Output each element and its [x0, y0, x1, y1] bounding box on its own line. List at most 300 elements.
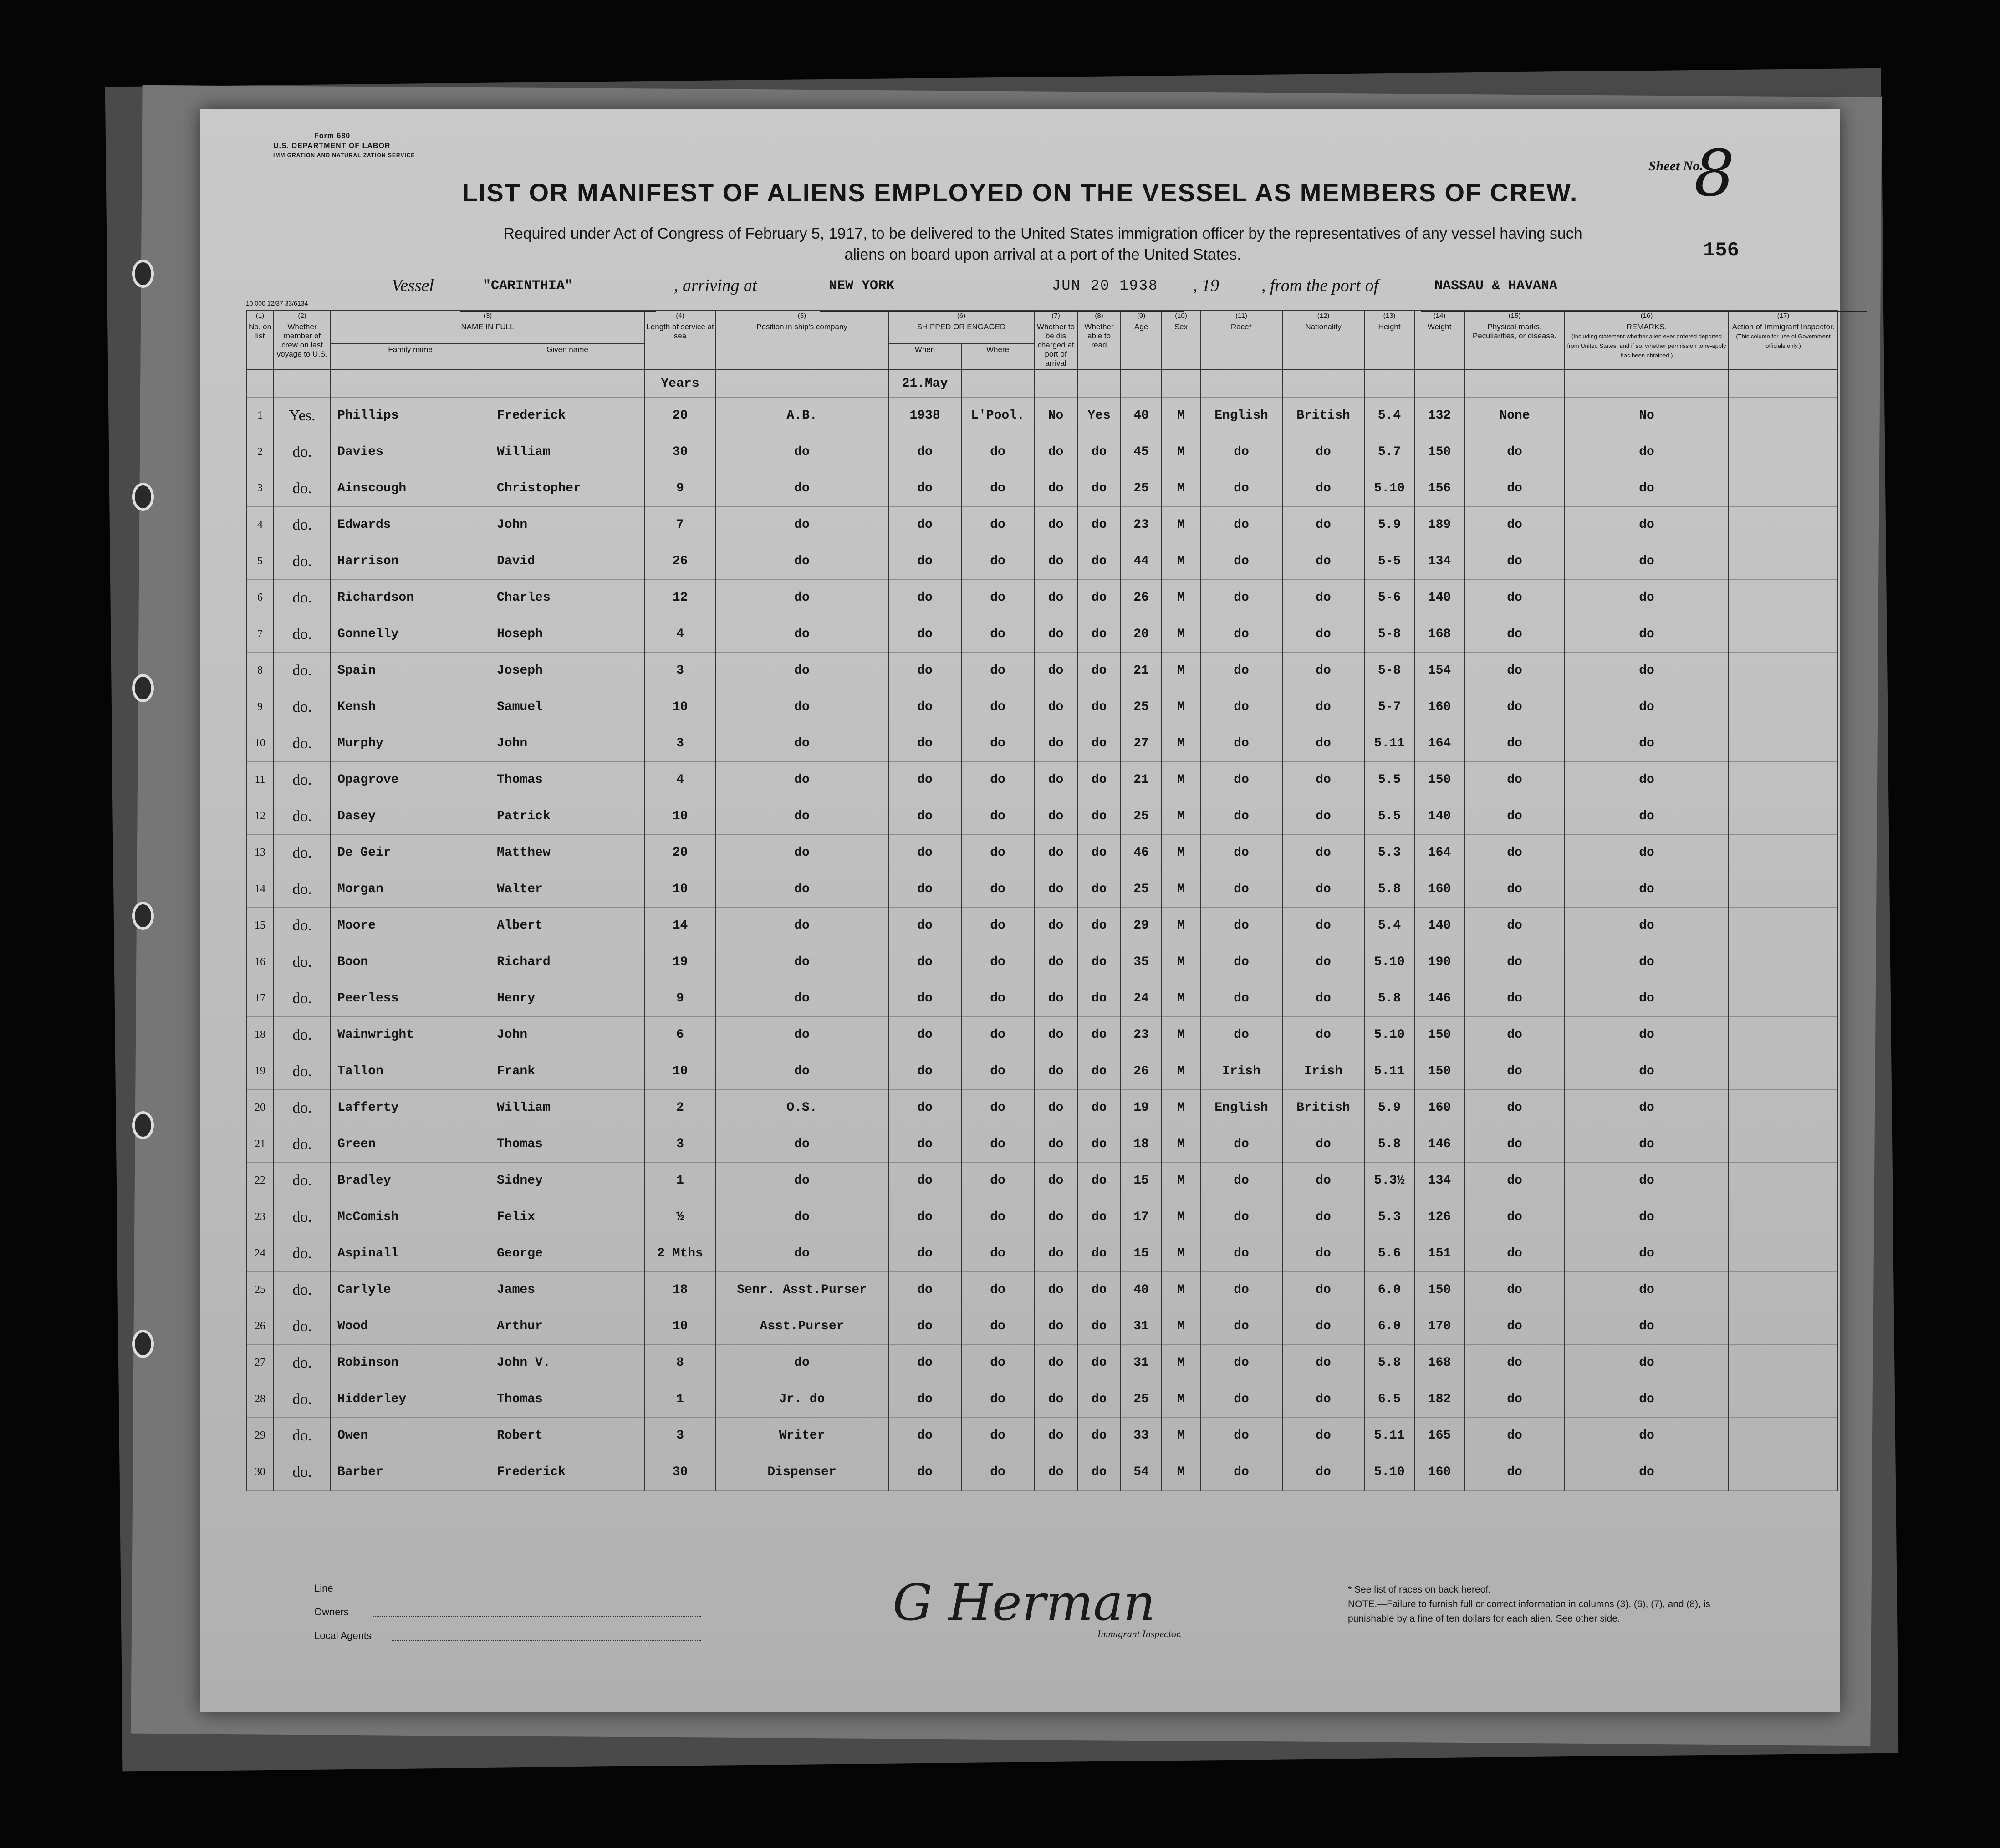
inspector-action-cell: [1729, 1090, 1838, 1126]
shipped-where-cell: do: [961, 908, 1034, 944]
position-cell: do: [715, 580, 888, 616]
position-cell: do: [715, 470, 888, 507]
given-name-cell: John: [490, 725, 645, 762]
weight-cell: 140: [1414, 580, 1464, 616]
shipped-when-cell: do: [888, 1454, 961, 1491]
height-cell: 5.9: [1364, 1090, 1414, 1126]
row-number-cell: 25: [246, 1272, 274, 1308]
weight-cell: 164: [1414, 725, 1464, 762]
table-row: [246, 1381, 1838, 1418]
nationality-cell: do: [1282, 1418, 1364, 1454]
discharged-cell: do: [1034, 1454, 1077, 1491]
race-cell: do: [1200, 980, 1282, 1017]
nationality-cell: do: [1282, 1272, 1364, 1308]
physical-marks-cell: do: [1464, 580, 1565, 616]
race-cell: do: [1200, 725, 1282, 762]
family-name-cell: Tallon: [331, 1053, 490, 1090]
position-cell: Writer: [715, 1418, 888, 1454]
col-header-weight: (14) Weight: [1414, 310, 1464, 369]
table-row: [246, 689, 1838, 725]
length-of-service-cell: 26: [645, 543, 715, 580]
shipped-where-cell: do: [961, 1272, 1034, 1308]
length-of-service-cell: 10: [645, 689, 715, 725]
shipped-month-label: 21.May: [888, 369, 961, 398]
race-cell: do: [1200, 944, 1282, 980]
race-cell: do: [1200, 507, 1282, 543]
age-cell: 24: [1121, 980, 1162, 1017]
years-label: Years: [645, 369, 715, 398]
able-to-read-cell: do: [1077, 725, 1121, 762]
sex-cell: M: [1162, 1272, 1200, 1308]
col-header-read: (8) Whether able to read: [1077, 310, 1121, 369]
position-cell: do: [715, 543, 888, 580]
inspector-action-cell: [1729, 1454, 1838, 1491]
race-cell: do: [1200, 1163, 1282, 1199]
position-cell: do: [715, 1235, 888, 1272]
age-cell: 25: [1121, 689, 1162, 725]
race-cell: do: [1200, 653, 1282, 689]
race-cell: do: [1200, 434, 1282, 470]
remarks-cell: do: [1565, 798, 1729, 835]
sex-cell: M: [1162, 1090, 1200, 1126]
given-name-cell: Felix: [490, 1199, 645, 1235]
physical-marks-cell: None: [1464, 398, 1565, 434]
crew-last-voyage-cell: do.: [274, 1272, 331, 1308]
weight-cell: 170: [1414, 1308, 1464, 1345]
discharged-cell: do: [1034, 1163, 1077, 1199]
discharged-cell: do: [1034, 1381, 1077, 1418]
row-number-cell: 10: [246, 725, 274, 762]
discharged-cell: do: [1034, 944, 1077, 980]
sex-cell: M: [1162, 1199, 1200, 1235]
discharged-cell: do: [1034, 1345, 1077, 1381]
weight-cell: 150: [1414, 434, 1464, 470]
able-to-read-cell: do: [1077, 1381, 1121, 1418]
height-cell: 5.3½: [1364, 1163, 1414, 1199]
crew-last-voyage-cell: do.: [274, 1381, 331, 1418]
age-cell: 17: [1121, 1199, 1162, 1235]
shipped-where-cell: do: [961, 1090, 1034, 1126]
age-cell: 19: [1121, 1090, 1162, 1126]
sex-cell: M: [1162, 835, 1200, 871]
row-number-cell: 6: [246, 580, 274, 616]
form-number: Form 680: [314, 132, 351, 140]
family-name-cell: Lafferty: [331, 1090, 490, 1126]
length-of-service-cell: 10: [645, 1308, 715, 1345]
remarks-cell: do: [1565, 434, 1729, 470]
table-row: [246, 398, 1838, 434]
weight-cell: 164: [1414, 835, 1464, 871]
height-cell: 6.0: [1364, 1272, 1414, 1308]
given-name-cell: Hoseph: [490, 616, 645, 653]
remarks-cell: do: [1565, 762, 1729, 798]
able-to-read-cell: do: [1077, 835, 1121, 871]
given-name-cell: Thomas: [490, 1381, 645, 1418]
height-cell: 5.3: [1364, 1199, 1414, 1235]
given-name-cell: Robert: [490, 1418, 645, 1454]
discharged-cell: do: [1034, 580, 1077, 616]
physical-marks-cell: do: [1464, 1308, 1565, 1345]
age-cell: 15: [1121, 1163, 1162, 1199]
position-cell: Dispenser: [715, 1454, 888, 1491]
given-name-cell: David: [490, 543, 645, 580]
height-cell: 5-6: [1364, 580, 1414, 616]
physical-marks-cell: do: [1464, 1235, 1565, 1272]
discharged-cell: do: [1034, 725, 1077, 762]
family-name-cell: De Geir: [331, 835, 490, 871]
shipped-where-cell: do: [961, 980, 1034, 1017]
shipped-where-cell: do: [961, 871, 1034, 908]
discharged-cell: do: [1034, 1235, 1077, 1272]
nationality-cell: do: [1282, 580, 1364, 616]
physical-marks-cell: do: [1464, 762, 1565, 798]
discharged-cell: do: [1034, 908, 1077, 944]
manifest-footer: [246, 1564, 1776, 1683]
discharged-cell: do: [1034, 470, 1077, 507]
weight-cell: 160: [1414, 1454, 1464, 1491]
height-cell: 5-8: [1364, 616, 1414, 653]
remarks-cell: do: [1565, 543, 1729, 580]
arrival-date-stamp: JUN 20 1938: [1052, 277, 1158, 294]
shipped-when-cell: do: [888, 689, 961, 725]
weight-cell: 126: [1414, 1199, 1464, 1235]
weight-cell: 140: [1414, 908, 1464, 944]
remarks-cell: do: [1565, 835, 1729, 871]
remarks-cell: do: [1565, 1126, 1729, 1163]
col-header-nationality: (12) Nationality: [1282, 310, 1364, 369]
nationality-cell: do: [1282, 980, 1364, 1017]
family-name-cell: Ainscough: [331, 470, 490, 507]
height-cell: 5.9: [1364, 507, 1414, 543]
physical-marks-cell: do: [1464, 1272, 1565, 1308]
remarks-cell: do: [1565, 1053, 1729, 1090]
physical-marks-cell: do: [1464, 616, 1565, 653]
inspector-action-cell: [1729, 1345, 1838, 1381]
weight-cell: 150: [1414, 1053, 1464, 1090]
row-number-cell: 15: [246, 908, 274, 944]
nationality-cell: do: [1282, 871, 1364, 908]
crew-last-voyage-cell: do.: [274, 1454, 331, 1491]
physical-marks-cell: do: [1464, 798, 1565, 835]
crew-last-voyage-cell: do.: [274, 434, 331, 470]
row-number-cell: 30: [246, 1454, 274, 1491]
shipped-where-cell: do: [961, 798, 1034, 835]
remarks-cell: do: [1565, 689, 1729, 725]
nationality-cell: do: [1282, 1345, 1364, 1381]
discharged-cell: do: [1034, 507, 1077, 543]
crew-last-voyage-cell: do.: [274, 543, 331, 580]
age-cell: 26: [1121, 580, 1162, 616]
given-name-cell: Richard: [490, 944, 645, 980]
shipped-where-cell: do: [961, 1235, 1034, 1272]
length-of-service-cell: 3: [645, 653, 715, 689]
family-name-cell: Gonnelly: [331, 616, 490, 653]
crew-last-voyage-cell: do.: [274, 1308, 331, 1345]
position-cell: do: [715, 653, 888, 689]
shipped-when-cell: do: [888, 1090, 961, 1126]
length-of-service-cell: 10: [645, 798, 715, 835]
shipped-where-cell: do: [961, 725, 1034, 762]
table-row: [246, 1345, 1838, 1381]
inspector-action-cell: [1729, 653, 1838, 689]
height-cell: 5.8: [1364, 871, 1414, 908]
agents-underline: [392, 1640, 701, 1641]
col-header-no: (1) No. on list: [246, 310, 274, 369]
discharged-cell: do: [1034, 762, 1077, 798]
row-number-cell: 19: [246, 1053, 274, 1090]
given-name-cell: Samuel: [490, 689, 645, 725]
discharged-cell: do: [1034, 1126, 1077, 1163]
shipped-where-cell: do: [961, 944, 1034, 980]
race-cell: Irish: [1200, 1053, 1282, 1090]
discharged-cell: do: [1034, 1017, 1077, 1053]
shipped-when-cell: do: [888, 543, 961, 580]
length-of-service-cell: 2 Mths: [645, 1235, 715, 1272]
binder-hole: [132, 902, 154, 930]
length-of-service-cell: 9: [645, 980, 715, 1017]
physical-marks-cell: do: [1464, 689, 1565, 725]
col-header-given-name: Given name: [490, 344, 645, 369]
able-to-read-cell: do: [1077, 1163, 1121, 1199]
length-of-service-cell: 19: [645, 944, 715, 980]
remarks-cell: do: [1565, 1235, 1729, 1272]
physical-marks-cell: do: [1464, 835, 1565, 871]
weight-cell: 150: [1414, 1017, 1464, 1053]
shipped-where-cell: do: [961, 1053, 1034, 1090]
physical-marks-cell: do: [1464, 1053, 1565, 1090]
inspector-action-cell: [1729, 944, 1838, 980]
inspector-action-cell: [1729, 762, 1838, 798]
weight-cell: 150: [1414, 1272, 1464, 1308]
weight-cell: 165: [1414, 1418, 1464, 1454]
row-number-cell: 8: [246, 653, 274, 689]
table-row: [246, 944, 1838, 980]
table-row: [246, 1235, 1838, 1272]
shipped-when-cell: do: [888, 580, 961, 616]
inspector-action-cell: [1729, 580, 1838, 616]
discharged-cell: do: [1034, 689, 1077, 725]
given-name-cell: William: [490, 1090, 645, 1126]
length-of-service-cell: 14: [645, 908, 715, 944]
able-to-read-cell: do: [1077, 1199, 1121, 1235]
shipped-when-cell: do: [888, 507, 961, 543]
col-header-remarks: (16) REMARKS. (Including statement whether alien ever ordered deported from United States, and if so, whether permission to re-apply has been obtained.): [1565, 310, 1729, 369]
able-to-read-cell: do: [1077, 944, 1121, 980]
physical-marks-cell: do: [1464, 980, 1565, 1017]
age-cell: 25: [1121, 798, 1162, 835]
age-cell: 54: [1121, 1454, 1162, 1491]
table-row: [246, 835, 1838, 871]
arriving-label: , arriving at: [674, 276, 757, 295]
remarks-cell: do: [1565, 908, 1729, 944]
position-cell: do: [715, 507, 888, 543]
shipped-when-cell: do: [888, 944, 961, 980]
table-row: [246, 507, 1838, 543]
row-number-cell: 28: [246, 1381, 274, 1418]
given-name-cell: Frank: [490, 1053, 645, 1090]
height-cell: 5.5: [1364, 762, 1414, 798]
page-title: LIST OR MANIFEST OF ALIENS EMPLOYED ON THE VESSEL AS MEMBERS OF CREW.: [462, 178, 1578, 207]
race-cell: do: [1200, 1308, 1282, 1345]
family-name-cell: Davies: [331, 434, 490, 470]
col-header-service: (4) Length of service at sea: [645, 310, 715, 369]
sex-cell: M: [1162, 1418, 1200, 1454]
nationality-cell: do: [1282, 1126, 1364, 1163]
shipped-where-cell: do: [961, 470, 1034, 507]
shipped-when-cell: do: [888, 1163, 961, 1199]
height-cell: 5.5: [1364, 798, 1414, 835]
race-cell: do: [1200, 1418, 1282, 1454]
physical-marks-cell: do: [1464, 543, 1565, 580]
weight-cell: 151: [1414, 1235, 1464, 1272]
age-cell: 27: [1121, 725, 1162, 762]
physical-marks-cell: do: [1464, 1163, 1565, 1199]
age-cell: 40: [1121, 1272, 1162, 1308]
given-name-cell: Sidney: [490, 1163, 645, 1199]
table-row: [246, 434, 1838, 470]
inspector-action-cell: [1729, 980, 1838, 1017]
remarks-cell: do: [1565, 1163, 1729, 1199]
physical-marks-cell: do: [1464, 1126, 1565, 1163]
inspector-action-cell: [1729, 470, 1838, 507]
inspector-action-cell: [1729, 798, 1838, 835]
port-underline: [820, 281, 1184, 312]
position-cell: do: [715, 798, 888, 835]
nationality-cell: do: [1282, 507, 1364, 543]
shipped-where-cell: do: [961, 1199, 1034, 1235]
able-to-read-cell: do: [1077, 1272, 1121, 1308]
physical-marks-cell: do: [1464, 1454, 1565, 1491]
nationality-cell: do: [1282, 1454, 1364, 1491]
weight-cell: 134: [1414, 1163, 1464, 1199]
able-to-read-cell: do: [1077, 543, 1121, 580]
shipped-when-cell: do: [888, 1418, 961, 1454]
crew-last-voyage-cell: do.: [274, 507, 331, 543]
col-header-when: When: [888, 344, 961, 369]
physical-marks-cell: do: [1464, 1199, 1565, 1235]
shipped-when-cell: do: [888, 1053, 961, 1090]
shipped-when-cell: do: [888, 434, 961, 470]
shipped-when-cell: do: [888, 1126, 961, 1163]
able-to-read-cell: do: [1077, 1454, 1121, 1491]
position-cell: A.B.: [715, 398, 888, 434]
physical-marks-cell: do: [1464, 1090, 1565, 1126]
able-to-read-cell: Yes: [1077, 398, 1121, 434]
race-cell: do: [1200, 1126, 1282, 1163]
table-header-row: [246, 310, 1838, 344]
remarks-cell: do: [1565, 507, 1729, 543]
crew-last-voyage-cell: do.: [274, 1126, 331, 1163]
row-number-cell: 21: [246, 1126, 274, 1163]
crew-last-voyage-cell: Yes.: [274, 398, 331, 434]
sex-cell: M: [1162, 653, 1200, 689]
row-number-cell: 26: [246, 1308, 274, 1345]
table-row: [246, 616, 1838, 653]
race-cell: do: [1200, 1235, 1282, 1272]
age-cell: 20: [1121, 616, 1162, 653]
sex-cell: M: [1162, 1308, 1200, 1345]
row-number-cell: 9: [246, 689, 274, 725]
age-cell: 31: [1121, 1345, 1162, 1381]
vessel-label: Vessel: [392, 276, 434, 295]
weight-cell: 134: [1414, 543, 1464, 580]
position-cell: do: [715, 944, 888, 980]
table-row: [246, 580, 1838, 616]
physical-marks-cell: do: [1464, 1017, 1565, 1053]
discharged-cell: do: [1034, 871, 1077, 908]
discharged-cell: do: [1034, 434, 1077, 470]
shipped-where-cell: do: [961, 434, 1034, 470]
inspector-action-cell: [1729, 725, 1838, 762]
position-cell: Senr. Asst.Purser: [715, 1272, 888, 1308]
table-row: [246, 1090, 1838, 1126]
shipped-where-cell: do: [961, 1454, 1034, 1491]
table-row: [246, 1053, 1838, 1090]
physical-marks-cell: do: [1464, 653, 1565, 689]
shipped-where-cell: do: [961, 1308, 1034, 1345]
length-of-service-cell: 10: [645, 1053, 715, 1090]
arrival-port: NEW YORK: [829, 278, 895, 294]
remarks-cell: do: [1565, 580, 1729, 616]
shipped-when-cell: do: [888, 1345, 961, 1381]
shipped-when-cell: do: [888, 470, 961, 507]
table-row: [246, 543, 1838, 580]
table-row: [246, 725, 1838, 762]
given-name-cell: James: [490, 1272, 645, 1308]
crew-last-voyage-cell: do.: [274, 1235, 331, 1272]
col-header-family-name: Family name: [331, 344, 490, 369]
inspector-action-cell: [1729, 1235, 1838, 1272]
shipped-where-cell: do: [961, 543, 1034, 580]
discharged-cell: do: [1034, 1199, 1077, 1235]
row-number-cell: 12: [246, 798, 274, 835]
age-cell: 23: [1121, 1017, 1162, 1053]
able-to-read-cell: do: [1077, 507, 1121, 543]
family-name-cell: Murphy: [331, 725, 490, 762]
given-name-cell: John V.: [490, 1345, 645, 1381]
position-cell: do: [715, 1345, 888, 1381]
family-name-cell: Dasey: [331, 798, 490, 835]
print-code: 10 000 12/37 33/6134: [246, 300, 308, 307]
table-row: [246, 653, 1838, 689]
race-cell: do: [1200, 1272, 1282, 1308]
race-cell: do: [1200, 470, 1282, 507]
crew-last-voyage-cell: do.: [274, 616, 331, 653]
shipped-when-cell: do: [888, 1199, 961, 1235]
units-row: [246, 369, 1838, 398]
able-to-read-cell: do: [1077, 1090, 1121, 1126]
family-name-cell: Richardson: [331, 580, 490, 616]
remarks-cell: do: [1565, 1345, 1729, 1381]
crew-last-voyage-cell: do.: [274, 1163, 331, 1199]
age-cell: 29: [1121, 908, 1162, 944]
height-cell: 5.10: [1364, 944, 1414, 980]
crew-last-voyage-cell: do.: [274, 871, 331, 908]
given-name-cell: William: [490, 434, 645, 470]
discharged-cell: do: [1034, 543, 1077, 580]
physical-marks-cell: do: [1464, 725, 1565, 762]
race-cell: do: [1200, 1381, 1282, 1418]
inspector-action-cell: [1729, 1163, 1838, 1199]
table-row: [246, 1126, 1838, 1163]
race-cell: do: [1200, 871, 1282, 908]
crew-last-voyage-cell: do.: [274, 1090, 331, 1126]
nationality-cell: do: [1282, 1017, 1364, 1053]
age-cell: 35: [1121, 944, 1162, 980]
remarks-cell: do: [1565, 980, 1729, 1017]
nationality-cell: do: [1282, 1381, 1364, 1418]
race-cell: do: [1200, 1199, 1282, 1235]
